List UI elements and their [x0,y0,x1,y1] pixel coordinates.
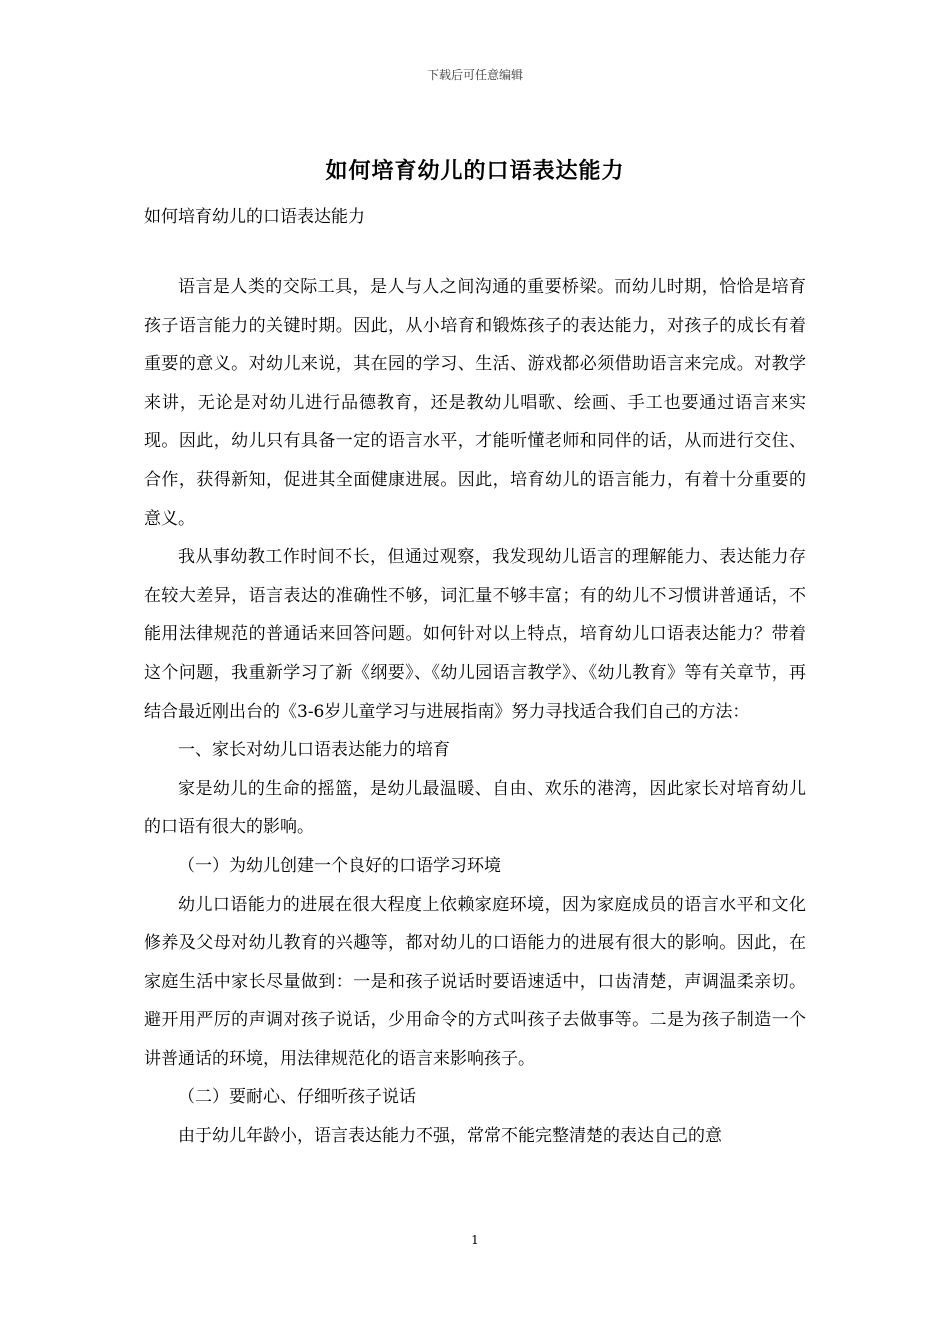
subsection-heading-1: （一）为幼儿创建一个良好的口语学习环境 [178,855,501,876]
paragraph-intro: 语言是人类的交际工具，是人与人之间沟通的重要桥梁。而幼儿时期，恰恰是培育孩子语言能力的关键时期。因此，从小培育和锻炼孩子的表达能力，对孩子的成长有着重要的意义。对幼儿来说，其在园的学习、生活、游戏都必须借助语言来完成。对教学来讲，无论是对幼儿进行品德教育，还是教幼儿唱歌、绘画、手工也要通过语言来实现。因此，幼儿只有具备一定的语言水平，才能听懂老师和同伴的话，从而进行交住、合作，获得新知，促进其全面健康进展。因此，培育幼儿的语言能力，有着十分重要的意义。 [144,277,806,529]
document-subtitle: 如何培育幼儿的口语表达能力 [144,207,365,227]
page-header-note: 下载后可任意编辑 [426,68,523,82]
document-title: 如何培育幼儿的口语表达能力 [325,158,625,184]
paragraph-family: 家是幼儿的生命的摇篮，是幼儿最温暖、自由、欢乐的港湾，因此家长对培育幼儿的口语有很大的影响。 [144,778,806,838]
section-heading-1: 一、家长对幼儿口语表达能力的培育 [178,740,450,761]
paragraph-listening: 由于幼儿年龄小，语言表达能力不强，常常不能完整清楚的表达自己的意 [178,1126,722,1147]
paragraph-observation: 我从事幼教工作时间不长，但通过观察，我发现幼儿语言的理解能力、表达能力存在较大差异，语言表达的准确性不够，词汇量不够丰富；有的幼儿不习惯讲普通话，不能用法律规范的普通话来回答问题。如何针对以上特点，培育幼儿口语表达能力？带着这个问题，我重新学习了新《纲要》、《幼儿园语言教学》、《幼儿教育》等有关章节，再结合最近刚出台的《3-6岁儿童学习与进展指南》努力寻找适合我们自己的方法： [144,547,806,722]
subsection-heading-2: （二）要耐心、仔细听孩子说话 [178,1087,416,1108]
document-body [144,268,806,1156]
paragraph-environment: 幼儿口语能力的进展在很大程度上依赖家庭环境，因为家庭成员的语言水平和文化修养及父母对幼儿教育的兴趣等，都对幼儿的口语能力的进展有很大的影响。因此，在家庭生活中家长尽量做到：一是和孩子说话时要语速适中，口齿清楚，声调温柔亲切。避开用严厉的声调对孩子说话，少用命令的方式叫孩子去做事等。二是为孩子制造一个讲普通话的环境，用法律规范化的语言来影响孩子。 [144,894,806,1069]
page-number: 1 [471,1233,479,1247]
